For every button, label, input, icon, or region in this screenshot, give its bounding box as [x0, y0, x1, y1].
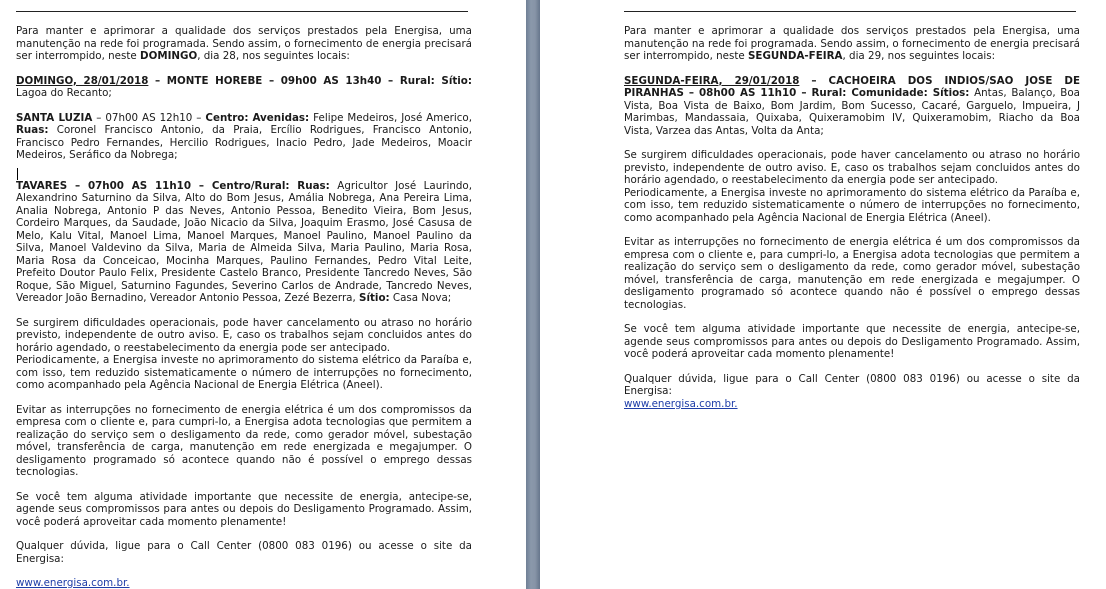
caret [17, 168, 18, 180]
intro-paragraph: Para manter e aprimorar a qualidade dos serviços prestados pela Energisa, uma manutenção na rede foi programada. Sendo assim, o fornecimento de energia precisará ser interrompido, neste SEGUNDA-FEIRA, dia 29, nos seguintes locais: [624, 25, 1080, 62]
page-content [624, 25, 1080, 422]
page-content [16, 25, 472, 589]
website-link[interactable]: www.energisa.com.br. [624, 397, 738, 410]
document-page-right [540, 0, 1106, 589]
page-separator [526, 0, 540, 589]
avoid-paragraph: Evitar as interrupções no fornecimento de energia elétrica é um dos compromissos da empresa com o cliente e, para cumpri-lo, a Energisa adota tecnologias que permitem a realização do serviço sem o desligamento da rede, como gerador móvel, subestação móvel, transferência de carga, manutenção em rede energizada e megajumper. O desligamento programado só acontece quando não é possível o emprego dessas tecnologias. [16, 403, 472, 478]
website-link-paragraph [624, 398, 1080, 411]
periodic-paragraph: Periodicamente, a Energisa investe no aprimoramento do sistema elétrico da Paraíba e, com isso, tem reduzido sistematicamente o número de interrupções no fornecimento, como acompanhado pela Agência Nacional de Energia Elétrica (Aneel). [16, 354, 472, 391]
advice-paragraph: Se você tem alguma atividade importante que necessite de energia, antecipe-se, agende seus compromissos para antes ou depois do Desligamento Programado. Assim, você poderá aproveitar cada momento plenamente! [16, 490, 472, 528]
advice-paragraph: Se você tem alguma atividade importante que necessite de energia, antecipe-se, agende seus compromissos para antes ou depois do Desligamento Programado. Assim, você poderá aproveitar cada momento plenamente! [624, 323, 1080, 360]
schedule-tavares: TAVARES – 07h00 AS 11h10 – Centro/Rural: Ruas: Agricultor José Laurindo, Alexandrino Saturnino da Silva, Alto do Bom Jesus, Amália Nobrega, Ana Pereira Lima, Analia Nobrega, Antonio P das Neves, Antonio Pessoa, Benedito Vieira, Bom Jesus, Cordeiro Marques, da Saudade, João Nicacio da Silva, Joaquim Erasmo, José Casusa de Melo, Kalu Vital, Manoel Lima, Manoel Marques, Manoel Paulino, Manoel Paulino da Silva, Manoel Valdevino da Silva, Maria de Almeida Silva, Maria Paulino, Maria Rosa, Maria Rosa da Conceicao, Mocinha Marques, Paulino Fernandes, Pedro Vital Leite, Prefeito Doutor Paulo Felix, Presidente Castelo Branco, Presidente Tancredo Neves, São Roque, São Miguel, Saturnino Fagundes, Severino Carlos de Andrade, Tancredo Neves, Vereador João Bernadino, Vereador Antonio Pessoa, Zezé Bezerra, Sítio: Casa Nova; [16, 179, 472, 304]
schedule-santa-luzia: SANTA LUZIA – 07h00 AS 12h10 – Centro: Avenidas: Felipe Medeiros, José Americo, Ruas: Coronel Francisco Antonio, da Praia, Ercílio Rodrigues, Francisco Antonio, Francisco Pedro Fernandes, Hercilio Rodrigues, Inacio Pedro, Jade Medeiros, Moacir Medeiros, Seráfico da Nobrega; [16, 111, 472, 161]
text-cursor [16, 168, 472, 180]
avoid-paragraph: Evitar as interrupções no fornecimento de energia elétrica é um dos compromissos da empresa com o cliente e, para cumpri-lo, a Energisa adota tecnologias que permitem a realização do serviço sem o desligamento da rede, como gerador móvel, subestação móvel, transferência de carga, manutenção em rede energizada e megajumper. O desligamento programado só acontece quando não é possível o emprego dessas tecnologias. [624, 236, 1080, 311]
header-rule [624, 11, 1076, 12]
contact-paragraph: Qualquer dúvida, ligue para o Call Center (0800 083 0196) ou acesse o site da Energisa: [16, 540, 472, 565]
website-link-paragraph [16, 577, 472, 589]
website-link[interactable]: www.energisa.com.br. [16, 577, 130, 589]
contact-paragraph: Qualquer dúvida, ligue para o Call Center (0800 083 0196) ou acesse o site da Energisa: [624, 372, 1080, 397]
periodic-paragraph: Periodicamente, a Energisa investe no aprimoramento do sistema elétrico da Paraíba e, com isso, tem reduzido sistematicamente o número de interrupções no fornecimento, como acompanhado pela Agência Nacional de Energia Elétrica (Aneel). [624, 186, 1080, 224]
notice-paragraph: Se surgirem dificuldades operacionais, pode haver cancelamento ou atraso no horário previsto, independente de outro aviso. E, caso os trabalhos sejam concluidos antes do horário agendado, o reestabelecimento da energia pode ser antecipado. [16, 316, 472, 354]
header-rule [16, 11, 468, 12]
document-page-left [0, 0, 526, 589]
schedule-monte-horebe: DOMINGO, 28/01/2018 – MONTE HOREBE – 09h00 AS 13h40 – Rural: Sítio: Lagoa do Recanto; [16, 74, 472, 99]
notice-paragraph: Se surgirem dificuldades operacionais, pode haver cancelamento ou atraso no horário previsto, independente de outro aviso. E, caso os trabalhos sejam concluidos antes do horário agendado, o reestabelecimento da energia pode ser antecipado. [624, 149, 1080, 186]
intro-paragraph: Para manter e aprimorar a qualidade dos serviços prestados pela Energisa, uma manutenção na rede foi programada. Sendo assim, o fornecimento de energia precisará ser interrompido, neste DOMINGO, dia 28, nos seguintes locais: [16, 25, 472, 62]
schedule-cachoeira-dos-indios: SEGUNDA-FEIRA, 29/01/2018 – CACHOEIRA DOS INDIOS/SAO JOSE DE PIRANHAS – 08h00 AS 11h10 – Rural: Comunidade: Sítios: Antas, Balanço, Boa Vista, Boa Vista de Baixo, Bom Jardim, Bom Sucesso, Cacaré, Garguelo, Impueira, J Marimbas, Mandassaia, Quixaba, Quixeramobim IV, Quixeramobim, Riacho da Boa Vista, Varzea das Antas, Volta da Anta; [624, 74, 1080, 137]
